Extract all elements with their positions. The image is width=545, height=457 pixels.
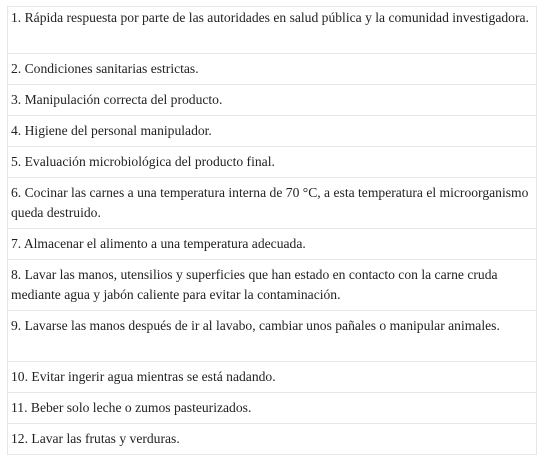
table-row: 4. Higiene del personal manipulador. [8, 116, 536, 147]
table-row: 1. Rápida respuesta por parte de las autoridades en salud pública y la comunidad investigadora. [8, 7, 536, 54]
table-row: 9. Lavarse las manos después de ir al lavabo, cambiar unos pañales o manipular animales. [8, 311, 536, 362]
measures-table [7, 6, 537, 455]
table-row: 5. Evaluación microbiológica del producto final. [8, 147, 536, 178]
table-row: 7. Almacenar el alimento a una temperatura adecuada. [8, 229, 536, 260]
table-row: 8. Lavar las manos, utensilios y superficies que han estado en contacto con la carne cruda mediante agua y jabón caliente para evitar la contaminación. [8, 260, 536, 311]
table-row: 10. Evitar ingerir agua mientras se está nadando. [8, 362, 536, 393]
table-row: 2. Condiciones sanitarias estrictas. [8, 54, 536, 85]
table-row: 3. Manipulación correcta del producto. [8, 85, 536, 116]
table-row: 6. Cocinar las carnes a una temperatura interna de 70 °C, a esta temperatura el microorganismo queda destruido. [8, 178, 536, 229]
table-row: 11. Beber solo leche o zumos pasteurizados. [8, 393, 536, 424]
table-row: 12. Lavar las frutas y verduras. [8, 424, 536, 455]
